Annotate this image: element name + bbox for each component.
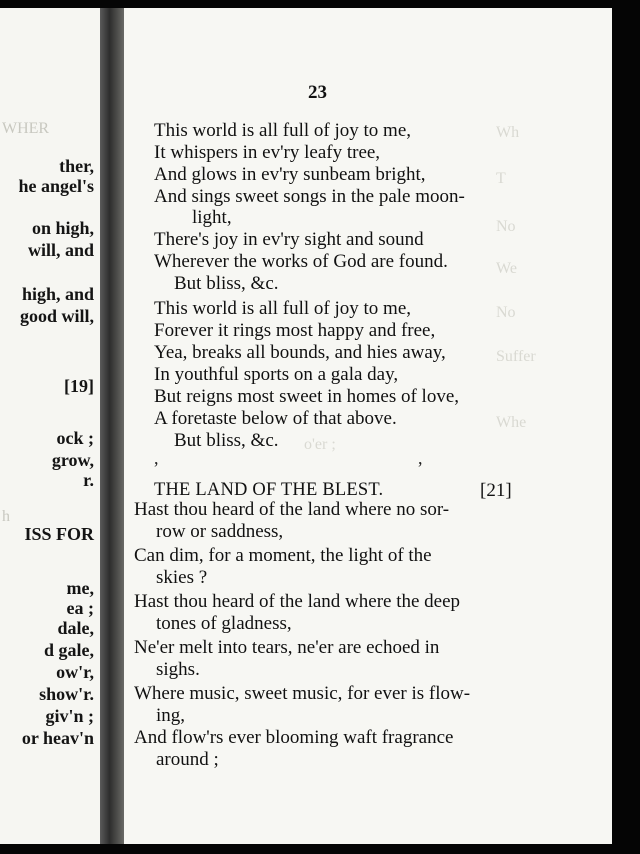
left-page-line: d gale, <box>43 640 94 660</box>
verse-line: But bliss, &c. <box>174 430 279 451</box>
left-page-line: he angel's <box>18 176 94 196</box>
left-page-line: will, and <box>27 240 94 260</box>
left-page-line: or heav'n <box>21 728 94 748</box>
left-page-line: ea ; <box>66 598 94 618</box>
left-page-line: giv'n ; <box>45 706 94 726</box>
left-page-line: good will, <box>19 306 94 326</box>
verse-line: And sings sweet songs in the pale moon- <box>154 186 465 207</box>
hymn-line: sighs. <box>156 659 200 680</box>
hymn-title: THE LAND OF THE BLEST. <box>154 480 384 500</box>
verse-line: Forever it rings most happy and free, <box>154 320 436 341</box>
verse-line: But bliss, &c. <box>174 273 279 294</box>
left-page-line: r. <box>83 470 94 490</box>
left-page-line: grow, <box>51 450 94 470</box>
hymn-line: And flow'rs ever blooming waft fragrance <box>134 727 454 748</box>
verse-line: It whispers in ev'ry leafy tree, <box>154 142 381 163</box>
verse-line: In youthful sports on a gala day, <box>154 364 399 385</box>
hymn-line: around ; <box>156 749 219 770</box>
hymn-line: skies ? <box>156 567 208 588</box>
left-page-line: dale, <box>57 618 94 638</box>
hymn-line: Hast thou heard of the land where no sor- <box>134 499 450 520</box>
hymn-line: Can dim, for a moment, the light of the <box>134 545 432 566</box>
hymn-line: row or saddness, <box>156 521 284 542</box>
hymn-line: Ne'er melt into tears, ne'er are echoed in <box>134 637 440 658</box>
left-facing-page: WHER h ther, he angel's on high, will, and high, and good will, [19] ock ; grow, r. ISS FOR me, ea ; dale, d gale, ow'r, show'r. giv'n ; or heav'n <box>0 8 100 844</box>
verse-line: Yea, breaks all bounds, and hies away, <box>154 342 446 363</box>
hymn-number: [21] <box>480 480 512 501</box>
left-page-line: ock ; <box>56 428 94 448</box>
hymn-line: Hast thou heard of the land where the deep <box>134 591 461 612</box>
left-page-line: show'r. <box>39 684 94 704</box>
divider-mark: , <box>154 448 159 468</box>
hymn-line: Where music, sweet music, for ever is flow- <box>134 683 471 704</box>
verse-line: This world is all full of joy to me, <box>154 298 412 319</box>
hymn-line: ing, <box>156 705 186 726</box>
left-page-line: me, <box>66 578 94 598</box>
left-page-line: high, and <box>21 284 94 304</box>
verse-line: light, <box>192 207 232 228</box>
left-page-line: on high, <box>31 218 94 238</box>
left-page-line: ow'r, <box>56 662 94 682</box>
divider-mark: , <box>418 448 423 468</box>
verse-line: But reigns most sweet in homes of love, <box>154 386 460 407</box>
hymn-line: tones of gladness, <box>156 613 292 634</box>
verse-line: This world is all full of joy to me, <box>154 120 412 141</box>
verse-line: Wherever the works of God are found. <box>154 251 448 272</box>
left-page-line: [19] <box>64 376 94 396</box>
book-gutter <box>100 8 124 844</box>
verse-line: A foretaste below of that above. <box>154 408 397 429</box>
verse-line: And glows in ev'ry sunbeam bright, <box>154 164 426 185</box>
page-number: 23 <box>308 82 327 103</box>
verse-line: There's joy in ev'ry sight and sound <box>154 229 424 250</box>
right-page: Wh T No We No Suffer Whe o'er ; 23 This world is all full of joy to me, It whispers in ev'ry leafy tree, And glows in ev'ry sunbeam bright, And sings sweet songs in the pale moon- light, There's joy in ev'ry sight and sound Wherever the works of God are found. But bliss, &c. This world is all full of joy to me, Forever it rings most happy and free, Yea, breaks all bounds, and hies away, In youthful sports on a gala day, But reigns most sweet in homes of love, A foretaste below of that above. But bliss, &c. , , THE LAND OF THE BLEST. [21] Hast thou heard of the land where no sor- row or saddness, Can dim, for a moment, the light of the skies ? Hast thou heard of the land where the deep tones of gladness, Ne'er melt into tears, ne'er are echoed in sighs. Where music, sweet music, for ever is flow- ing, And flow'rs ever blooming waft fragrance around ; <box>124 8 612 844</box>
left-page-line: ther, <box>59 156 94 176</box>
left-page-line: ISS FOR <box>24 524 94 544</box>
